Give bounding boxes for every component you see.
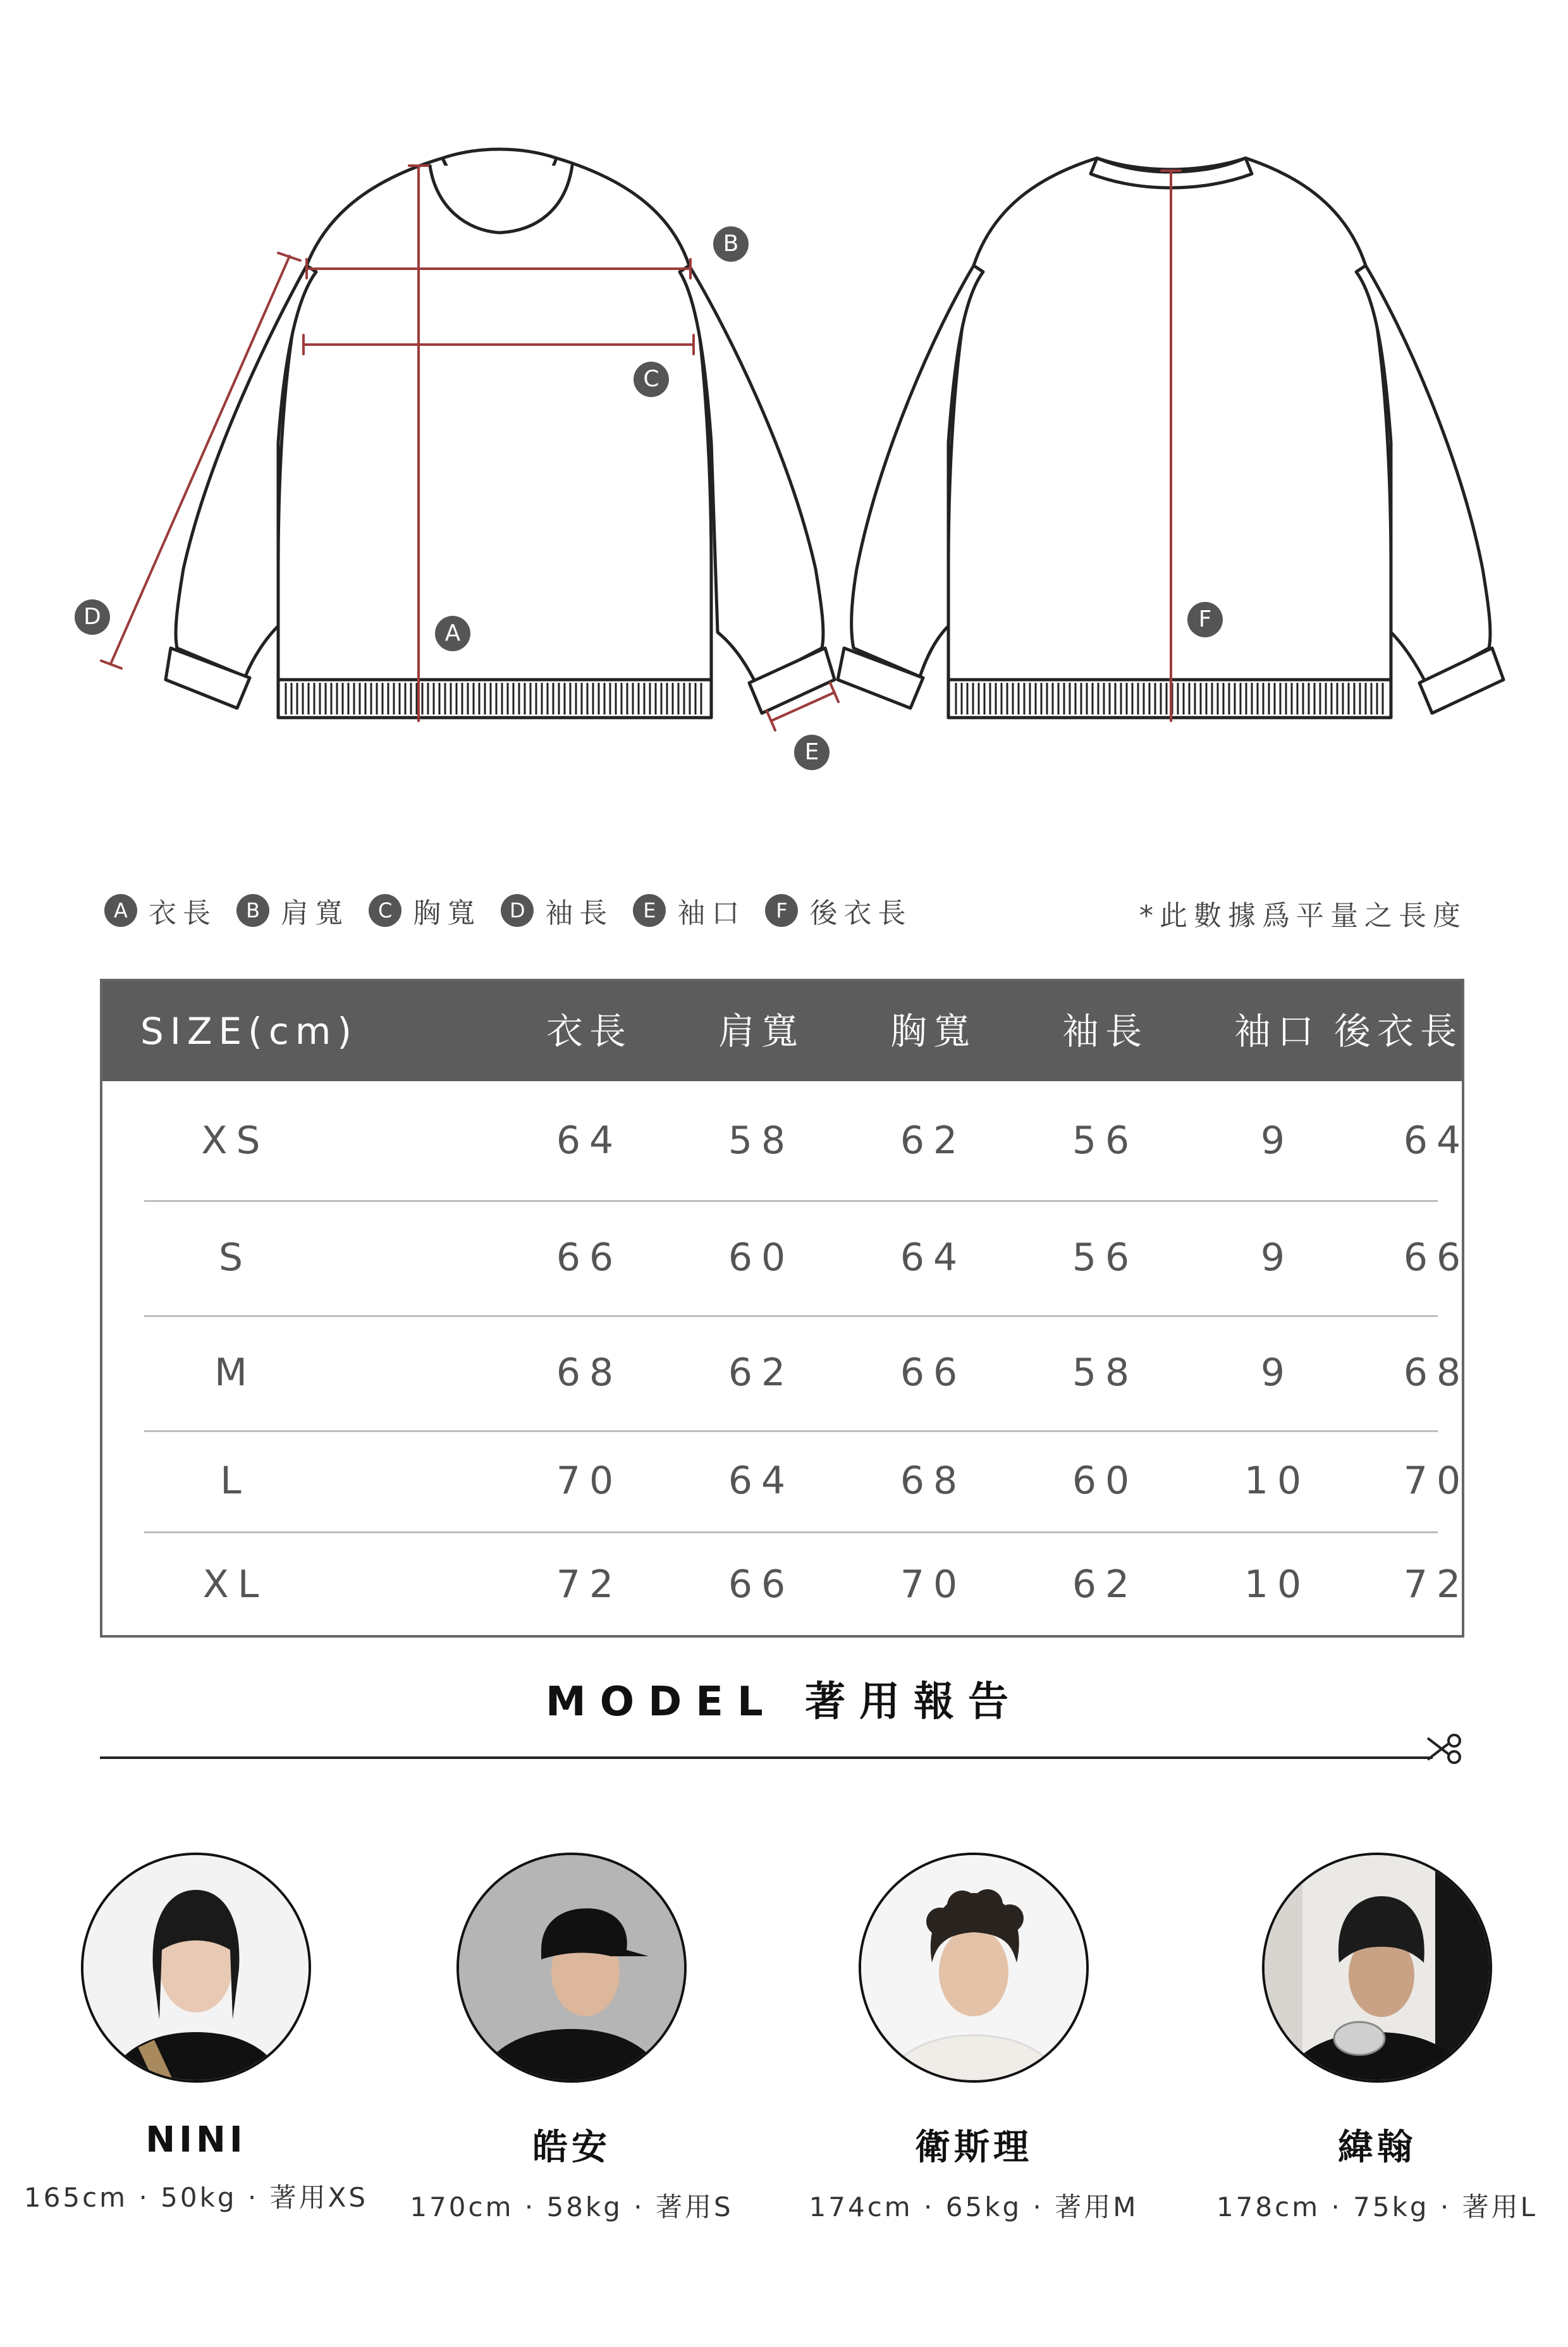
measurement-note: *此數據爲平量之長度: [1139, 900, 1467, 932]
size-label-cell: S: [218, 1235, 252, 1280]
size-label-cell: XL: [202, 1562, 268, 1607]
avatar: [81, 1853, 311, 2083]
size-label-cell: XS: [201, 1118, 269, 1163]
measurement-cell: 62: [1072, 1562, 1139, 1607]
header-back-length: 後衣長: [1333, 1010, 1463, 1053]
table-row: [102, 1315, 1470, 1430]
size-label-cell: L: [220, 1459, 250, 1503]
size-diagram: [0, 0, 1568, 809]
header-shoulder: 肩寬: [718, 1010, 804, 1053]
measurement-cell: 70: [556, 1459, 623, 1503]
table-row: [102, 1200, 1470, 1315]
measurement-cell: 58: [1072, 1351, 1139, 1395]
header-chest: 胸寬: [890, 1010, 976, 1053]
measurement-cell: 64: [1403, 1118, 1470, 1163]
measurement-cell: 72: [1403, 1562, 1470, 1607]
measurement-cell: 66: [900, 1351, 967, 1395]
measurement-cell: 66: [556, 1235, 623, 1280]
measurement-cell: 64: [556, 1118, 623, 1163]
legend-label: 袖長: [545, 897, 614, 929]
header-sleeve: 袖長: [1062, 1010, 1148, 1053]
marker-a: A: [435, 616, 470, 651]
legend-label: 袖口: [677, 897, 746, 929]
measurement-cell: 10: [1244, 1562, 1311, 1607]
legend-item-f: [765, 890, 912, 931]
model-info: 165cm · 50kg · 著用XS: [23, 2182, 369, 2213]
model-photo: [83, 1855, 309, 2080]
marker-e: E: [794, 735, 830, 770]
marker-f: F: [1187, 602, 1223, 637]
header-length: 衣長: [546, 1010, 632, 1053]
ribbing-lines: [286, 683, 1383, 714]
divider-line: [100, 1756, 1433, 1759]
measurement-cell: 9: [1260, 1351, 1294, 1395]
legend-item-c: [369, 890, 481, 931]
legend-label: 衣長: [149, 897, 217, 929]
avatar: [456, 1853, 687, 2083]
marker-c: C: [634, 362, 669, 397]
measurement-cell: 62: [900, 1118, 967, 1163]
row-divider: [144, 1430, 1438, 1432]
model-name: 衛斯理: [915, 2127, 1032, 2168]
measurement-cell: 10: [1244, 1459, 1311, 1503]
measurement-cell: 64: [900, 1235, 967, 1280]
legend-badge: D: [501, 894, 534, 927]
legend-item-d: [501, 890, 613, 931]
measurement-cell: 64: [728, 1459, 795, 1503]
row-divider: [144, 1531, 1438, 1533]
measurement-cell: 60: [1072, 1459, 1139, 1503]
measurement-cell: 68: [900, 1459, 967, 1503]
measurement-cell: 60: [728, 1235, 795, 1280]
measurement-cell: 68: [556, 1351, 623, 1395]
scissors-icon: [1423, 1729, 1467, 1774]
model-name: 皓安: [532, 2127, 611, 2168]
legend-label: 胸寬: [413, 897, 482, 929]
model-card: [784, 1853, 1163, 2224]
model-name: NINI: [145, 2119, 247, 2160]
size-label-cell: M: [214, 1351, 256, 1395]
table-row: [102, 1430, 1470, 1531]
model-card: [1187, 1853, 1567, 2224]
measurement-cell: 70: [900, 1562, 967, 1607]
legend-item-b: [236, 890, 349, 931]
model-card: [6, 1853, 386, 2215]
measurement-cell: 70: [1403, 1459, 1470, 1503]
marker-d: D: [75, 599, 110, 635]
header-cuff: 袖口: [1234, 1010, 1320, 1053]
model-info: 170cm · 58kg · 著用S: [410, 2191, 733, 2222]
measurement-cell: 72: [556, 1562, 623, 1607]
row-divider: [144, 1200, 1438, 1202]
legend-item-a: [104, 890, 217, 931]
legend-badge: E: [633, 894, 666, 927]
marker-b: B: [713, 226, 749, 262]
measurement-cell: 56: [1072, 1235, 1139, 1280]
header-size: SIZE(cm): [140, 1010, 358, 1053]
legend-badge: B: [236, 894, 269, 927]
sweatshirt-diagram: [0, 0, 1568, 809]
legend-item-e: [633, 890, 745, 931]
model-info: 174cm · 65kg · 著用M: [809, 2191, 1139, 2222]
model-card: [382, 1853, 761, 2224]
model-photo: [459, 1855, 684, 2080]
measurement-cell: 66: [1403, 1235, 1470, 1280]
legend-badge: C: [369, 894, 401, 927]
measurement-cell: 58: [728, 1118, 795, 1163]
table-row: [102, 1531, 1470, 1638]
avatar: [859, 1853, 1089, 2083]
measurement-cell: 62: [728, 1351, 795, 1395]
model-info: 178cm · 75kg · 著用L: [1216, 2191, 1538, 2222]
legend-label: 肩寬: [281, 897, 350, 929]
model-photo: [861, 1855, 1086, 2080]
measurement-cell: 68: [1403, 1351, 1470, 1395]
legend-label: 後衣長: [809, 897, 912, 929]
size-table: [100, 979, 1470, 1638]
legend-badge: F: [765, 894, 798, 927]
model-name: 緯翰: [1338, 2127, 1416, 2168]
avatar: [1262, 1853, 1492, 2083]
measurement-cell: 66: [728, 1562, 795, 1607]
measurement-cell: 9: [1260, 1118, 1294, 1163]
table-row: [102, 1081, 1470, 1200]
measurement-cell: 56: [1072, 1118, 1139, 1163]
table-header: [102, 981, 1462, 1081]
measurement-cell: 9: [1260, 1235, 1294, 1280]
model-photo: [1265, 1855, 1490, 2080]
row-divider: [144, 1315, 1438, 1317]
legend-badge: A: [104, 894, 137, 927]
model-section-title: MODEL 著用報告: [546, 1679, 1022, 1725]
